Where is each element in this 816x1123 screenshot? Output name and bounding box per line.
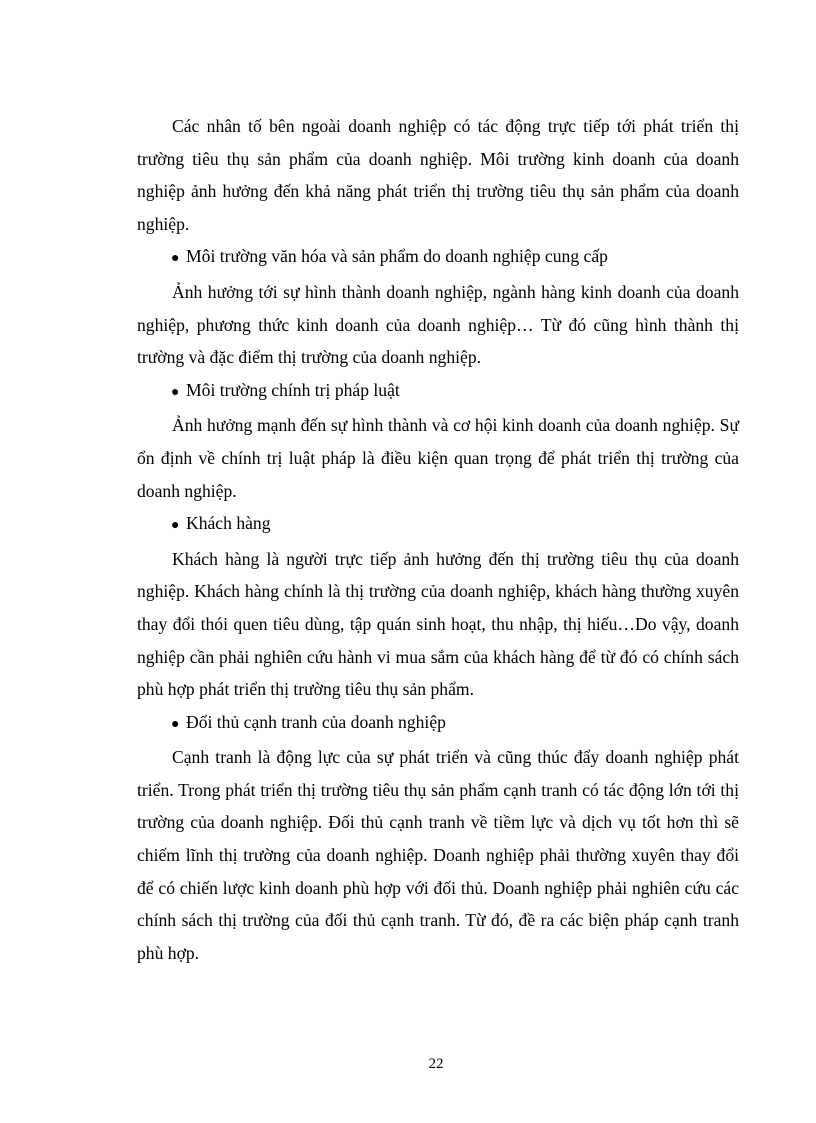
bullet-political-legal [137,374,739,410]
document-body [137,110,739,969]
bullet-customers [137,507,739,543]
bullet-label: Môi trường chính trị pháp luật [186,379,400,400]
bullet-culture-environment [137,240,739,276]
bullet-icon: ● [171,251,180,267]
bullet-competitors [137,706,739,742]
paragraph-competition-impact: Cạnh tranh là động lực của sự phát triển và cũng thúc đẩy doanh nghiệp phát triển. Trong phát triển thị trường tiêu thụ sản phẩm cạnh tranh có tác động lớn tới thị trường của doanh nghiệp. Đối thủ cạnh tranh về tiềm lực và dịch vụ tốt hơn thì sẽ chiếm lĩnh thị trường của doanh nghiệp. Doanh nghiệp phải thường xuyên thay đổi để có chiến lược kinh doanh phù hợp với đối thủ. Doanh nghiệp phải nghiên cứu các chính sách thị trường của đối thủ cạnh tranh. Từ đó, đề ra các biện pháp cạnh tranh phù hợp. [137,747,739,963]
paragraph-customers-impact: Khách hàng là người trực tiếp ảnh hưởng đến thị trường tiêu thụ của doanh nghiệp. Khách hàng chính là thị trường của doanh nghiệp, khách hàng thường xuyên thay đổi thói quen tiêu dùng, tập quán sinh hoạt, thu nhập, thị hiếu…Do vậy, doanh nghiệp cần phải nghiên cứu hành vi mua sắm của khách hàng để từ đó có chính sách phù hợp phát triển thị trường tiêu thụ sản phẩm. [137,548,739,700]
bullet-label: Đối thủ cạnh tranh của doanh nghiệp [186,711,446,732]
page-number: 22 [428,1056,444,1072]
paragraph-culture-impact: Ảnh hưởng tới sự hình thành doanh nghiệp, ngành hàng kinh doanh của doanh nghiệp, phương thức kinh doanh của doanh nghiệp… Từ đó cũng hình thành thị trường và đặc điểm thị trường của doanh nghiệp. [137,281,739,368]
bullet-icon: ● [171,716,180,732]
bullet-icon: ● [171,518,180,534]
bullet-label: Môi trường văn hóa và sản phẩm do doanh nghiệp cung cấp [186,246,608,267]
bullet-icon: ● [171,384,180,400]
paragraph-external-factors: Các nhân tố bên ngoài doanh nghiệp có tác động trực tiếp tới phát triển thị trường tiêu thụ sản phẩm của doanh nghiệp. Môi trường kinh doanh của doanh nghiệp ảnh hưởng đến khả năng phát triển thị trường tiêu thụ sản phẩm của doanh nghiệp. [137,116,739,234]
paragraph-political-impact: Ảnh hưởng mạnh đến sự hình thành và cơ hội kinh doanh của doanh nghiệp. Sự ổn định về chính trị luật pháp là điều kiện quan trọng để phát triển thị trường của doanh nghiệp. [137,415,739,501]
bullet-label: Khách hàng [186,513,271,534]
